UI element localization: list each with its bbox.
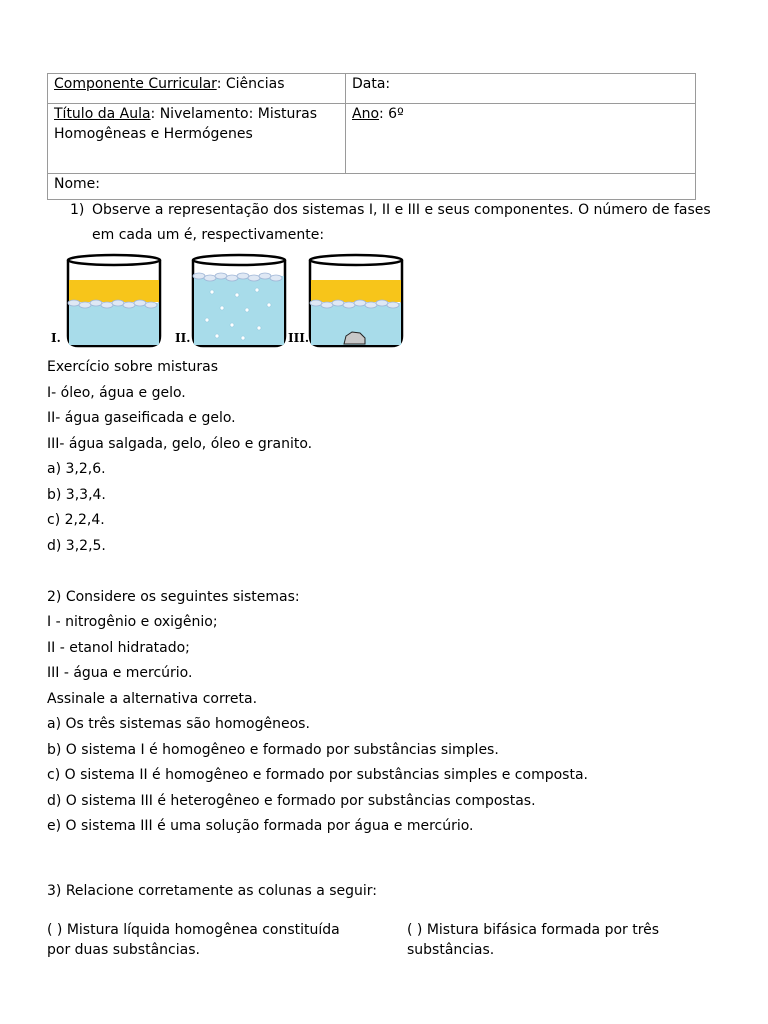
title-value: : Nivelamento: Misturas Homogêneas e Hermógenes bbox=[54, 106, 318, 142]
q1-item-3: III- água salgada, gelo, óleo e granito. bbox=[47, 436, 313, 452]
year-value: : 6º bbox=[379, 106, 404, 122]
q2-item-2: II - etanol hidratado; bbox=[47, 640, 190, 656]
name-label: Nome: bbox=[54, 176, 101, 192]
question-1-statement: Observe a representação dos sistemas I, II e III e seus componentes. O número de fases em cada um é, respectivamente: bbox=[92, 202, 711, 243]
question-1 bbox=[70, 198, 720, 247]
figure-label-3: III. bbox=[288, 331, 310, 345]
q2-item-3: III - água e mercúrio. bbox=[47, 665, 193, 681]
q1-item-1: I- óleo, água e gelo. bbox=[47, 385, 186, 401]
q3-right-item: ( ) Mistura bifásica formada por três substâncias. bbox=[407, 922, 660, 958]
q1-item-2: II- água gaseificada e gelo. bbox=[47, 410, 236, 426]
q2-item-1: I - nitrogênio e oxigênio; bbox=[47, 614, 218, 630]
title-label: Título da Aula bbox=[54, 106, 151, 122]
beaker-2 bbox=[175, 255, 285, 346]
name-cell bbox=[48, 174, 696, 200]
q3-statement: 3) Relacione corretamente as colunas a seguir: bbox=[47, 883, 378, 899]
beaker-3 bbox=[288, 255, 402, 346]
figure-label-1: I. bbox=[51, 331, 61, 345]
q1-option-d: d) 3,2,5. bbox=[47, 538, 106, 554]
q1-option-c: c) 2,2,4. bbox=[47, 512, 105, 528]
year-cell bbox=[346, 104, 696, 174]
q1-option-a: a) 3,2,6. bbox=[47, 461, 106, 477]
header-table bbox=[47, 73, 696, 200]
q2-statement: 2) Considere os seguintes sistemas: bbox=[47, 589, 300, 605]
date-label: Data: bbox=[352, 76, 391, 92]
component-label: Componente Curricular bbox=[54, 76, 217, 92]
q3-left-item: ( ) Mistura líquida homogênea constituída por duas substâncias. bbox=[47, 922, 340, 958]
component-cell bbox=[48, 74, 346, 104]
q2-option-d: d) O sistema III é heterogêneo e formado por substâncias compostas. bbox=[47, 793, 536, 809]
beaker-1 bbox=[51, 255, 160, 346]
q1-caption: Exercício sobre misturas bbox=[47, 359, 219, 375]
q2-option-c: c) O sistema II é homogêneo e formado por substâncias simples e composta. bbox=[47, 767, 588, 783]
q2-instruction: Assinale a alternativa correta. bbox=[47, 691, 258, 707]
q1-option-b: b) 3,3,4. bbox=[47, 487, 106, 503]
q2-option-e: e) O sistema III é uma solução formada por água e mercúrio. bbox=[47, 818, 474, 834]
question-1-number: 1) bbox=[70, 202, 85, 218]
date-cell bbox=[346, 74, 696, 104]
q2-option-b: b) O sistema I é homogêneo e formado por substâncias simples. bbox=[47, 742, 499, 758]
year-label: Ano bbox=[352, 106, 380, 122]
component-value: : Ciências bbox=[216, 76, 285, 92]
beakers-figure bbox=[47, 250, 407, 350]
figure-label-2: II. bbox=[175, 331, 191, 345]
q2-option-a: a) Os três sistemas são homogêneos. bbox=[47, 716, 310, 732]
title-cell bbox=[48, 104, 346, 174]
